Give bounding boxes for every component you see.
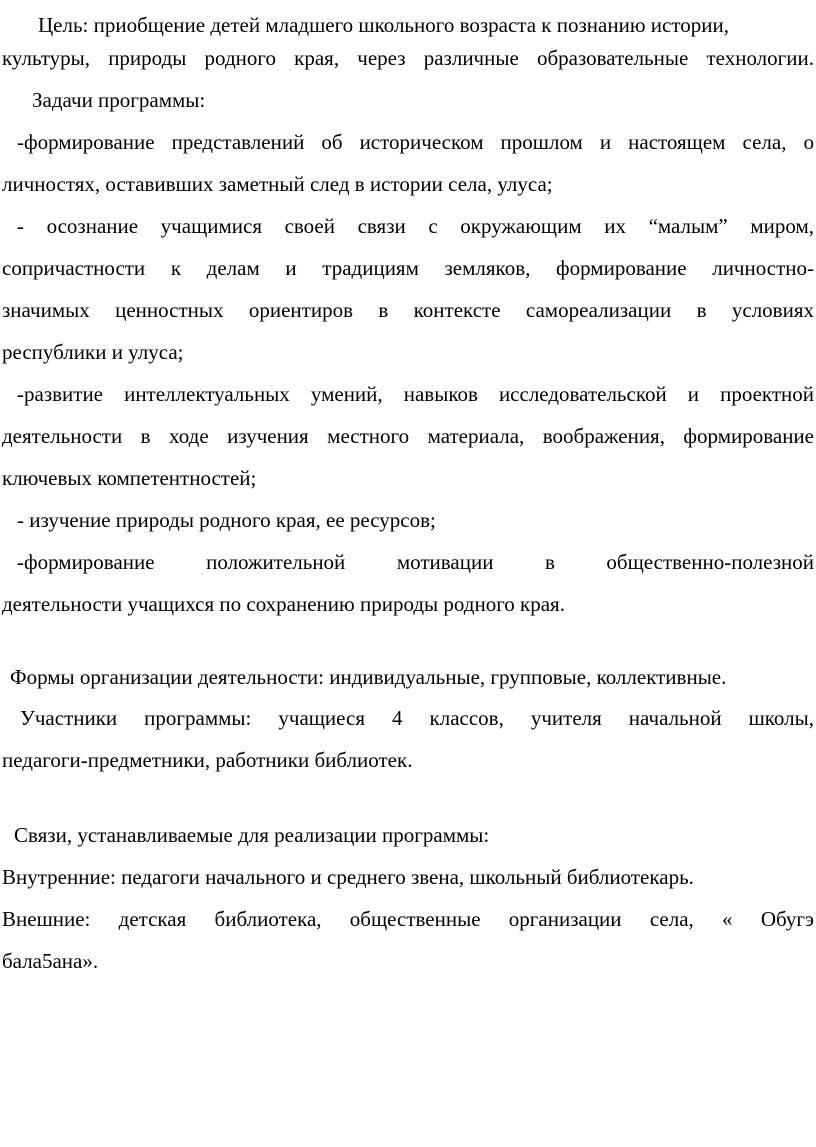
goal-line-2: культуры, природы родного края, через различные образовательные технологии. <box>2 46 814 70</box>
task-5-line-2: деятельности учащихся по сохранению природы родного края. <box>2 592 565 616</box>
task-3-line-1: -развитие интеллектуальных умений, навыков исследовательской и проектной <box>17 382 814 406</box>
links-heading: Связи, устанавливаемые для реализации программы: <box>14 823 490 847</box>
participants-line-2: педагоги-предметники, работники библиотек. <box>2 748 413 772</box>
internal-links-line: Внутренние: педагоги начального и среднего звена, школьный библиотекарь. <box>2 865 694 889</box>
task-2-line-2: сопричастности к делам и традициям земляков, формирование личностно- <box>2 256 814 280</box>
task-2-line-3: значимых ценностных ориентиров в контексте самореализации в условиях <box>2 298 814 322</box>
task-2-line-4: республики и улуса; <box>2 340 184 364</box>
task-4-line-1: - изучение природы родного края, ее ресурсов; <box>17 508 436 532</box>
external-links-line-2: бала5ана». <box>2 949 99 973</box>
task-1-line-2: личностях, оставивших заметный след в истории села, улуса; <box>2 172 553 196</box>
task-3-line-3: ключевых компетентностей; <box>2 466 257 490</box>
tasks-heading: Задачи программы: <box>32 88 206 112</box>
external-links-line-1: Внешние: детская библиотека, общественные организации села, « Обугэ <box>2 907 814 931</box>
participants-line-1: Участники программы: учащиеся 4 классов, учителя начальной школы, <box>20 706 814 730</box>
task-3-line-2: деятельности в ходе изучения местного материала, воображения, формирование <box>2 424 814 448</box>
task-5-line-1: -формирование положительной мотивации в общественно-полезной <box>17 550 814 574</box>
task-1-line-1: -формирование представлений об историческом прошлом и настоящем села, о <box>17 130 814 154</box>
task-2-line-1: - осознание учащимися своей связи с окружающим их “малым” миром, <box>17 214 814 238</box>
goal-line-1: Цель: приобщение детей младшего школьного возраста к познанию истории, <box>38 13 729 37</box>
forms-line: Формы организации деятельности: индивидуальные, групповые, коллективные. <box>10 665 727 689</box>
